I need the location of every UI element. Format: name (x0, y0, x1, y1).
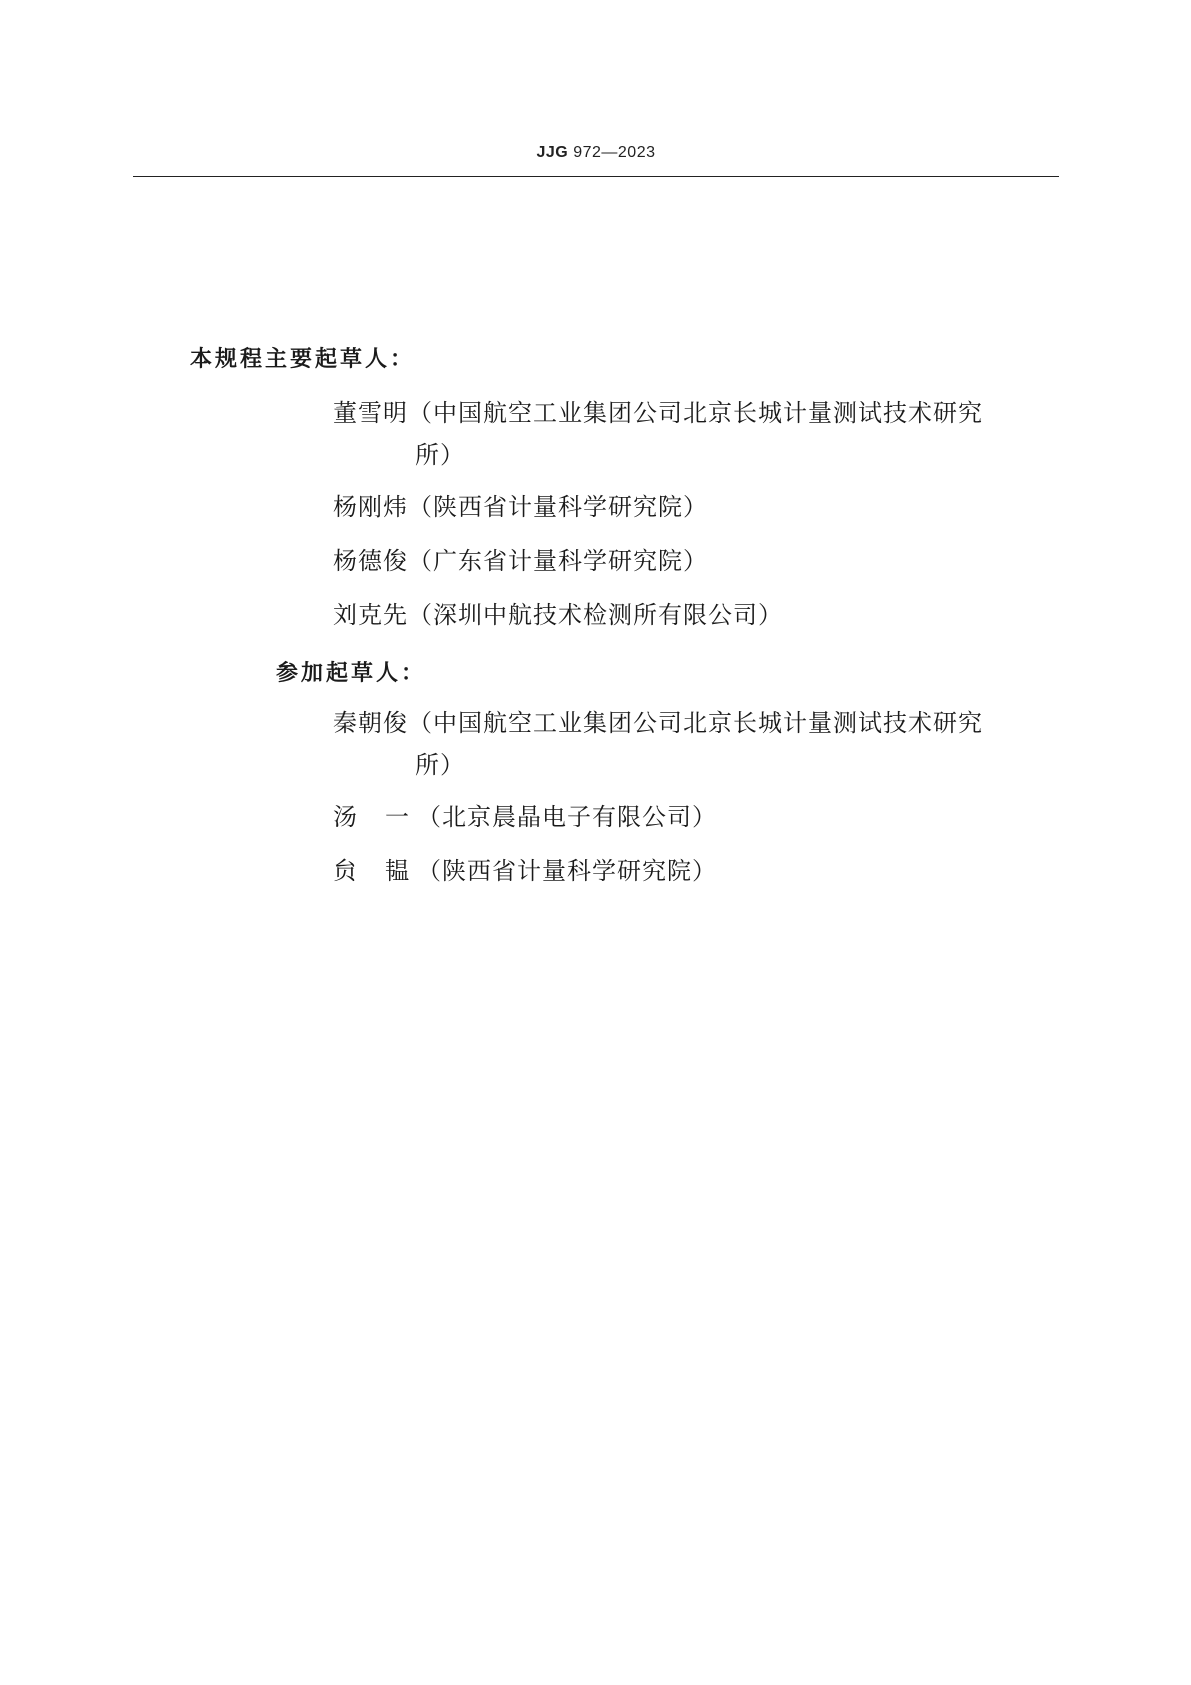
participant-org: （陕西省计量科学研究院） (417, 857, 717, 885)
drafter-name: 杨德俊 (333, 547, 408, 575)
drafter-name: 杨刚炜 (333, 493, 408, 521)
drafter-org: （中国航空工业集团公司北京长城计量测试技术研究 (408, 399, 983, 427)
standard-code-number: 972—2023 (568, 144, 656, 161)
standard-code (133, 144, 1059, 162)
participant-name (333, 796, 417, 838)
participant-name-last: 一 (385, 803, 410, 831)
drafter-org: （广东省计量科学研究院） (408, 547, 708, 575)
participant-name-last: 韫 (385, 857, 410, 885)
participant-entry (333, 702, 1061, 786)
participant-name-first: 贠 (333, 857, 358, 885)
drafter-org-continued: 所） (415, 441, 465, 469)
drafter-name: 刘克先 (333, 601, 408, 629)
participant-org: （北京晨晶电子有限公司） (417, 803, 717, 831)
participant-org: （中国航空工业集团公司北京长城计量测试技术研究 (408, 709, 983, 737)
participant-entry (333, 850, 1061, 892)
drafter-name: 董雪明 (333, 399, 408, 427)
participant-name-first: 汤 (333, 803, 358, 831)
drafter-entry (333, 486, 1061, 528)
main-drafters-title: 本规程主要起草人： (190, 347, 416, 372)
drafter-entry (333, 392, 1061, 476)
standard-code-prefix: JJG (536, 144, 569, 161)
page-header (133, 134, 1059, 177)
drafter-entry (333, 594, 1061, 636)
participant-name: 秦朝俊 (333, 709, 408, 737)
participant-name (333, 850, 417, 892)
participating-drafters-title: 参加起草人： (276, 661, 427, 686)
participant-org-continued: 所） (415, 751, 465, 779)
drafter-org: （陕西省计量科学研究院） (408, 493, 708, 521)
drafter-entry (333, 540, 1061, 582)
participant-entry (333, 796, 1061, 838)
drafter-org: （深圳中航技术检测所有限公司） (408, 601, 783, 629)
